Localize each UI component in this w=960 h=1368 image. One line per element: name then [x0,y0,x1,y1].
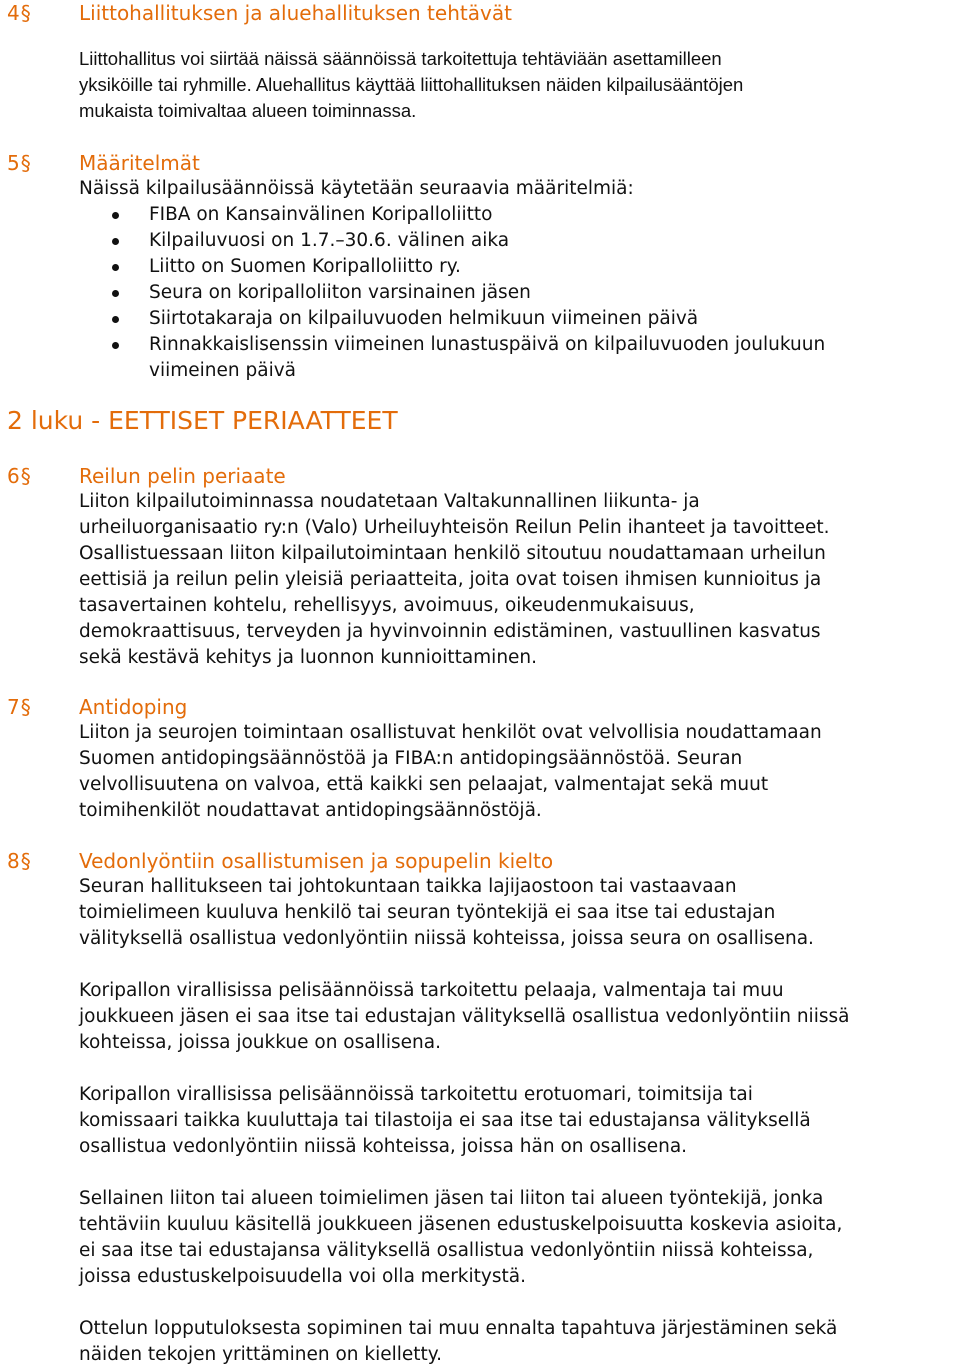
bullet-icon [112,264,119,271]
section-heading [0,463,960,489]
section-body [79,720,960,824]
section-title: Antidoping [79,695,188,719]
section-7 [0,694,960,824]
list-item-text: Rinnakkaislisenssin viimeinen lunastuspäivä on kilpailuvuoden joulukuun [149,334,826,355]
text-line: Liiton ja seurojen toimintaan osallistuvat henkilöt ovat velvollisia noudattamaan [79,722,822,743]
text-line: toimihenkilöt noudattavat antidopingsäännöstöjä. [79,800,542,821]
text-line: osallistua vedonlyöntiin niissä kohteissa, joissa hän on osallisena. [79,1136,688,1157]
text-line: Liittohallitus voi siirtää näissä säännöissä tarkoitettuja tehtäviään asettamilleen [79,48,722,69]
text-line: ei saa itse tai edustajansa välityksellä osallistua vedonlyöntiin niissä kohteissa, [79,1240,814,1261]
section-number: 4§ [7,1,32,25]
section-body [79,176,960,384]
section-title: Liittohallituksen ja aluehallituksen tehtävät [79,1,512,25]
section-title: Vedonlyöntiin osallistumisen ja sopupelin kielto [79,849,554,873]
bullet-icon [112,290,119,297]
text-line: sekä kestävä kehitys ja luonnon kunnioittaminen. [79,647,538,668]
text-line: demokraattisuus, terveyden ja hyvinvoinnin edistäminen, vastuullinen kasvatus [79,621,821,642]
text-line: yksiköille tai ryhmille. Aluehallitus käyttää liittohallituksen näiden kilpailusääntöjen [79,74,744,95]
section-heading [0,694,960,720]
definitions-list [0,202,960,384]
list-item [79,202,960,228]
section-body [79,46,960,124]
text-line: joissa edustuskelpoisuudella voi olla merkitystä. [79,1266,526,1287]
text-line: velvollisuutena on valvoa, että kaikki sen pelaajat, valmentajat sekä muut [79,774,769,795]
text-line: urheiluorganisaatio ry:n (Valo) Urheiluyhteisön Reilun Pelin ihanteet ja tavoitteet. [79,517,830,538]
definitions-intro: Näissä kilpailusäännöissä käytetään seuraavia määritelmiä: [79,178,634,199]
section-number: 5§ [7,151,32,175]
text-line: Koripallon virallisissa pelisäännöissä tarkoitettu pelaaja, valmentaja tai muu [79,980,784,1001]
section-body [79,874,960,1368]
list-item-continuation: viimeinen päivä [149,360,296,381]
chapter-heading: 2 luku - EETTISET PERIAATTEET [7,406,398,435]
section-5 [0,150,960,384]
section-8 [0,848,960,1368]
text-line: toimielimeen kuuluva henkilö tai seuran työntekijä ei saa itse tai edustajan [79,902,776,923]
text-line: kohteissa, joissa joukkue on osallisena. [79,1032,441,1053]
text-line: eettisiä ja reilun pelin yleisiä periaatteita, joita ovat toisen ihmisen kunnioitus ja [79,569,822,590]
list-item [79,332,960,384]
text-line: Ottelun lopputuloksesta sopiminen tai muu ennalta tapahtuva järjestäminen sekä [79,1318,838,1339]
text-line: Sellainen liiton tai alueen toimielimen jäsen tai liiton tai alueen työntekijä, jonka [79,1188,824,1209]
paragraph [79,874,960,952]
section-number: 8§ [7,849,32,873]
section-number: 6§ [7,464,32,488]
text-line: näiden tekojen yrittäminen on kielletty. [79,1344,442,1365]
list-item-text: Seura on koripalloliiton varsinainen jäsen [149,282,531,303]
list-item [79,280,960,306]
bullet-icon [112,342,119,349]
section-title: Määritelmät [79,151,200,175]
bullet-icon [112,238,119,245]
text-line: joukkueen jäsen ei saa itse tai edustajan välityksellä osallistua vedonlyöntiin niissä [79,1006,850,1027]
section-heading [0,150,960,176]
list-item-text: Kilpailuvuosi on 1.7.–30.6. välinen aika [149,230,510,251]
text-line: mukaista toimivaltaa alueen toiminnassa. [79,100,417,121]
section-heading [0,848,960,874]
list-item [79,306,960,332]
section-title: Reilun pelin periaate [79,464,286,488]
paragraph [79,1082,960,1160]
list-item [79,228,960,254]
text-line: tasavertainen kohtelu, rehellisyys, avoimuus, oikeudenmukaisuus, [79,595,695,616]
list-item-text: FIBA on Kansainvälinen Koripalloliitto [149,204,493,225]
text-line: Liiton kilpailutoiminnassa noudatetaan Valtakunnallinen liikunta- ja [79,491,700,512]
section-number: 7§ [7,695,32,719]
list-item [79,254,960,280]
text-line: Koripallon virallisissa pelisäännöissä tarkoitettu erotuomari, toimitsija tai [79,1084,753,1105]
section-4 [0,0,960,124]
section-6 [0,463,960,671]
text-line: Suomen antidopingsäännöstöä ja FIBA:n antidopingsäännöstöä. Seuran [79,748,743,769]
section-body [79,489,960,671]
text-line: tehtäviin kuuluu käsitellä joukkueen jäsenen edustuskelpoisuutta koskevia asioita, [79,1214,843,1235]
text-line: välityksellä osallistua vedonlyöntiin niissä kohteissa, joissa seura on osallisena. [79,928,814,949]
bullet-icon [112,212,119,219]
text-line: komissaari taikka kuuluttaja tai tilastoija ei saa itse tai edustajansa välityksellä [79,1110,811,1131]
paragraph [79,1316,960,1368]
section-heading [0,0,960,26]
paragraph [79,1186,960,1290]
text-line: Osallistuessaan liiton kilpailutoimintaan henkilö sitoutuu noudattamaan urheilun [79,543,826,564]
text-line: Seuran hallitukseen tai johtokuntaan taikka lajijaostoon tai vastaavaan [79,876,737,897]
list-item-text: Siirtotakaraja on kilpailuvuoden helmikuun viimeinen päivä [149,308,699,329]
bullet-icon [112,316,119,323]
paragraph [79,978,960,1056]
list-item-text: Liitto on Suomen Koripalloliitto ry. [149,256,461,277]
